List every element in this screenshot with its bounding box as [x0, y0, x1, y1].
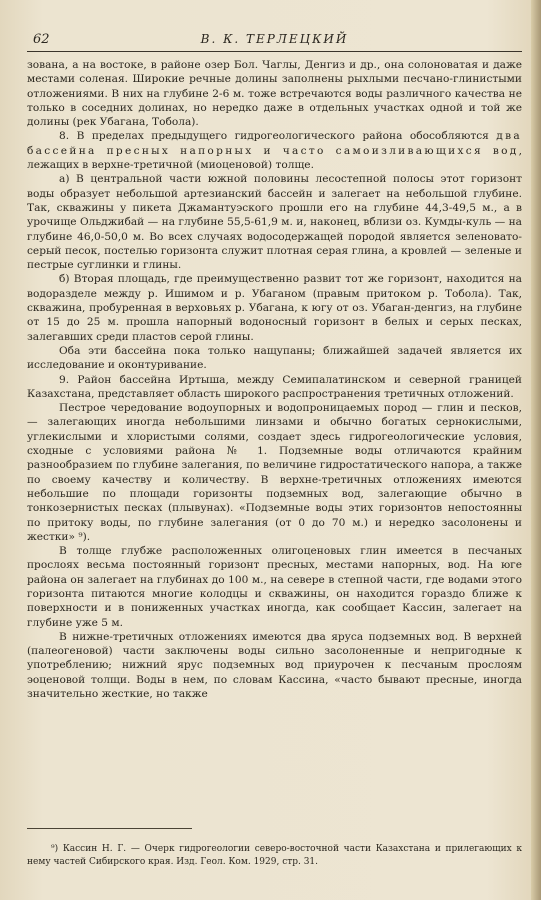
footnote-text: ⁹) Кассин Н. Г. — Очерк гидрогеологии северо-восточной части Казахстана и прилегающих к нему частей Сибирского края. Изд. Геол. Ком. 1929, стр. 31. [27, 844, 522, 867]
paragraph-7: Пестрое чередование водоупорных и водопроницаемых пород — глин и песков, — залегающих иногда небольшими линзами и обычно богатых сернокислыми, углекислыми и хлористыми солями, создает здесь гидрогеологические условия, сходные с условиями района № 1. Подземные воды отличаются крайним разнообразием по глубине залегания, по величине гидростатического напора, а также по своему качеству и количеству. В верхне-третичных отложениях имеются небольшие по площади горизонты подземных вод, залегающие обычно в тонкозернистых песках (плывунах). «Подземные воды этих горизонтов непостоянны по притоку воды, по глубине залегания (от 0 до 70 м.) и нередко засолонены и жестки» ⁹). [27, 402, 522, 543]
footnote-rule [27, 828, 192, 829]
paragraph-2-spaced-emphasis: два бассейна пресных напорных и часто самоизливающихся вод [27, 130, 522, 157]
paragraph-1: зована, а на востоке, в районе озер Бол. Чаглы, Денгиз и др., она солоноватая и даже местами соленая. Широкие речные долины заполнены рыхлыми песчано-глинистыми отложениями. В них на глубине 2-6 м. тоже встречаются воды различного качества не только в соседних долинах, но нередко даже в отдельных участках одной и той же долины (рек Убагана, Тобола). [27, 59, 522, 129]
paragraph-6: 9. Район бассейна Иртыша, между Семипалатинском и северной границей Казахстана, представляет область широкого распространения третичных отложений. [27, 373, 522, 400]
paragraph-3: а) В центральной части южной половины лесостепной полосы этот горизонт воды образует небольшой артезианский бассейн и залегает на небольшой глубине. Так, скважины у пикета Джамантуэского прошли его на глубине 44,3-49,5 м., а в урочище Ольджибай — на глубине 55,5-61,9 м. и, наконец, вблизи оз. Кумды-куль — на глубине 46,0-50,0 м. Во всех случаях водосодержащей породой является зеленовато-серый песок, постелью горизонта служит плотная серая глина, а кровлей — зеленые и пестрые суглинки и глины. [27, 173, 522, 272]
running-title: В. К. ТЕРЛЕЦКИЙ [200, 32, 349, 46]
paragraph-2 [27, 129, 522, 172]
page-number: 62 [33, 32, 50, 47]
page-spine-shadow [531, 0, 541, 900]
paragraph-4: б) Вторая площадь, где преимущественно развит тот же горизонт, находится на водоразделе между р. Ишимом и р. Убаганом (правым притоком р. Тобола). Так, скважина, пробуренная в верховьях р. Убагана, к югу от оз. Убаган-денгиз, на глубине от 15 до 25 м. прошла напорный водоносный горизонт в белых и серых песках, залегавших среди пластов серой глины. [27, 273, 522, 343]
footnote [27, 843, 522, 868]
body-text [27, 58, 522, 701]
paragraph-8: В толще глубже расположенных олигоценовых глин имеется в песчаных прослоях весьма постоянный горизонт пресных, местами напорных, вод. На юге района он залегает на глубинах до 100 м., на севере в степной части, где водами этого горизонта питаются многие колодцы и скважины, он находится гораздо ближе к поверхности и в пониженных участках иногда, как сообщает Кассин, залегает на глубине уже 5 м. [27, 545, 522, 629]
paragraph-2-lead: 8. В пределах предыдущего гидрогеологического района обособляются [59, 130, 497, 143]
paragraph-9: В нижне-третичных отложениях имеются два яруса подземных вод. В верхней (палеогеновой) части заключены воды сильно засолоненные и непригодные к употреблению; нижний ярус подземных вод приурочен к песчаным прослоям эоценовой толщи. Воды в нем, по словам Кассина, «часто бывают пресные, иногда значительно жесткие, но также [27, 630, 522, 701]
header-rule [27, 51, 522, 52]
paragraph-2-tail: , лежащих в верхне-третичной (миоценовой) толще. [27, 144, 522, 172]
paragraph-5: Оба эти бассейна пока только нащупаны; ближайшей задачей является их исследование и оконтуривание. [27, 344, 522, 372]
running-header [27, 30, 522, 50]
